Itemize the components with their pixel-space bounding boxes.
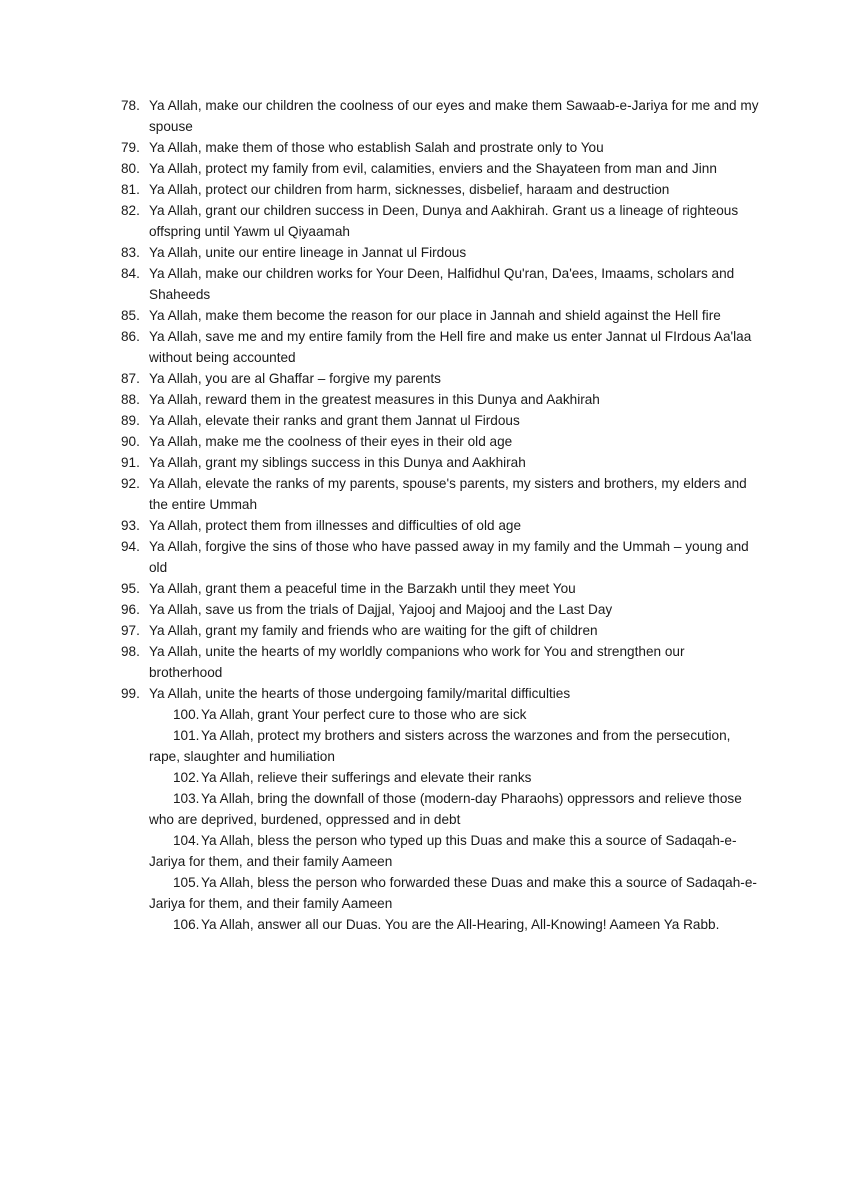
list-item [121,200,761,242]
item-number: 82. [121,203,140,218]
item-number: 84. [121,266,140,281]
list-item [121,158,761,179]
item-text: Ya Allah, protect them from illnesses and difficulties of old age [149,518,522,533]
list-item [121,431,761,452]
item-number: 98. [121,644,140,659]
list-item [121,242,761,263]
list-item [121,473,761,515]
list-item [121,326,761,368]
item-number: 81. [121,182,140,197]
dua-list [121,95,761,935]
list-item [121,704,761,725]
item-text: Ya Allah, save us from the trials of Dajjal, Yajooj and Majooj and the Last Day [149,602,613,617]
item-text: Ya Allah, unite the hearts of my worldly companions who work for You and strengthen our brotherhood [149,644,685,680]
item-number: 78. [121,98,140,113]
list-item [121,536,761,578]
item-text: Ya Allah, you are al Ghaffar – forgive my parents [149,371,441,386]
item-text: Ya Allah, forgive the sins of those who have passed away in my family and the Ummah – young and old [149,539,749,575]
item-text: Ya Allah, reward them in the greatest measures in this Dunya and Aakhirah [149,392,600,407]
item-text: Ya Allah, grant them a peaceful time in the Barzakh until they meet You [149,581,576,596]
list-item [121,599,761,620]
item-text: Ya Allah, save me and my entire family from the Hell fire and make us enter Jannat ul FIrdous Aa'laa without being accounted [149,329,752,365]
item-number: 90. [121,434,140,449]
item-number: 86. [121,329,140,344]
item-number: 96. [121,602,140,617]
list-item [121,578,761,599]
list-item [121,914,761,935]
list-item [121,872,761,914]
item-text: Ya Allah, make our children the coolness of our eyes and make them Sawaab-e-Jariya for me and my spouse [149,98,759,134]
list-item [121,137,761,158]
list-item [121,641,761,683]
item-text: Ya Allah, bless the person who forwarded these Duas and make this a source of Sadaqah-e-Jariya for them, and their family Aameen [149,875,757,911]
item-text: Ya Allah, elevate their ranks and grant them Jannat ul Firdous [149,413,520,428]
item-text: Ya Allah, make them of those who establish Salah and prostrate only to You [149,140,604,155]
item-text: Ya Allah, make them become the reason for our place in Jannah and shield against the Hell fire [149,308,721,323]
item-number: 97. [121,623,140,638]
item-number: 93. [121,518,140,533]
item-number: 101. [173,728,200,743]
item-number: 89. [121,413,140,428]
item-number: 92. [121,476,140,491]
item-number: 91. [121,455,140,470]
list-item [121,788,761,830]
item-text: Ya Allah, protect my brothers and sisters across the warzones and from the persecution, rape, slaughter and humiliation [149,728,731,764]
list-item [121,452,761,473]
item-number: 85. [121,308,140,323]
item-text: Ya Allah, make me the coolness of their eyes in their old age [149,434,513,449]
list-item [121,515,761,536]
list-item [121,389,761,410]
item-number: 95. [121,581,140,596]
item-number: 87. [121,371,140,386]
item-number: 105. [173,875,200,890]
list-item [121,305,761,326]
item-number: 104. [173,833,200,848]
item-number: 100. [173,707,200,722]
list-item [121,767,761,788]
item-number: 94. [121,539,140,554]
item-text: Ya Allah, protect our children from harm, sicknesses, disbelief, haraam and destruction [149,182,670,197]
item-number: 79. [121,140,140,155]
list-item [121,725,761,767]
item-text: Ya Allah, relieve their sufferings and elevate their ranks [201,770,532,785]
item-number: 83. [121,245,140,260]
item-number: 106. [173,917,200,932]
list-item [121,830,761,872]
list-item [121,620,761,641]
item-text: Ya Allah, make our children works for Your Deen, Halfidhul Qu'ran, Da'ees, Imaams, scholars and Shaheeds [149,266,735,302]
item-number: 80. [121,161,140,176]
item-text: Ya Allah, bless the person who typed up this Duas and make this a source of Sadaqah-e-Jariya for them, and their family Aameen [149,833,737,869]
list-item [121,95,761,137]
list-item [121,179,761,200]
list-item [121,368,761,389]
item-text: Ya Allah, unite our entire lineage in Jannat ul Firdous [149,245,467,260]
item-text: Ya Allah, elevate the ranks of my parents, spouse's parents, my sisters and brothers, my elders and the entire Ummah [149,476,747,512]
item-text: Ya Allah, answer all our Duas. You are the All-Hearing, All-Knowing! Aameen Ya Rabb. [201,917,720,932]
item-number: 88. [121,392,140,407]
list-item [121,683,761,704]
item-number: 99. [121,686,140,701]
item-text: Ya Allah, grant Your perfect cure to those who are sick [201,707,527,722]
item-text: Ya Allah, grant my family and friends who are waiting for the gift of children [149,623,598,638]
item-text: Ya Allah, grant our children success in Deen, Dunya and Aakhirah. Grant us a lineage of righteous offspring until Yawm ul Qiyaamah [149,203,739,239]
item-text: Ya Allah, unite the hearts of those undergoing family/marital difficulties [149,686,571,701]
item-number: 103. [173,791,200,806]
item-text: Ya Allah, grant my siblings success in this Dunya and Aakhirah [149,455,526,470]
list-item [121,263,761,305]
item-number: 102. [173,770,200,785]
item-text: Ya Allah, protect my family from evil, calamities, enviers and the Shayateen from man and Jinn [149,161,717,176]
list-item [121,410,761,431]
item-text: Ya Allah, bring the downfall of those (modern-day Pharaohs) oppressors and relieve those who are deprived, burdened, oppressed and in debt [149,791,742,827]
